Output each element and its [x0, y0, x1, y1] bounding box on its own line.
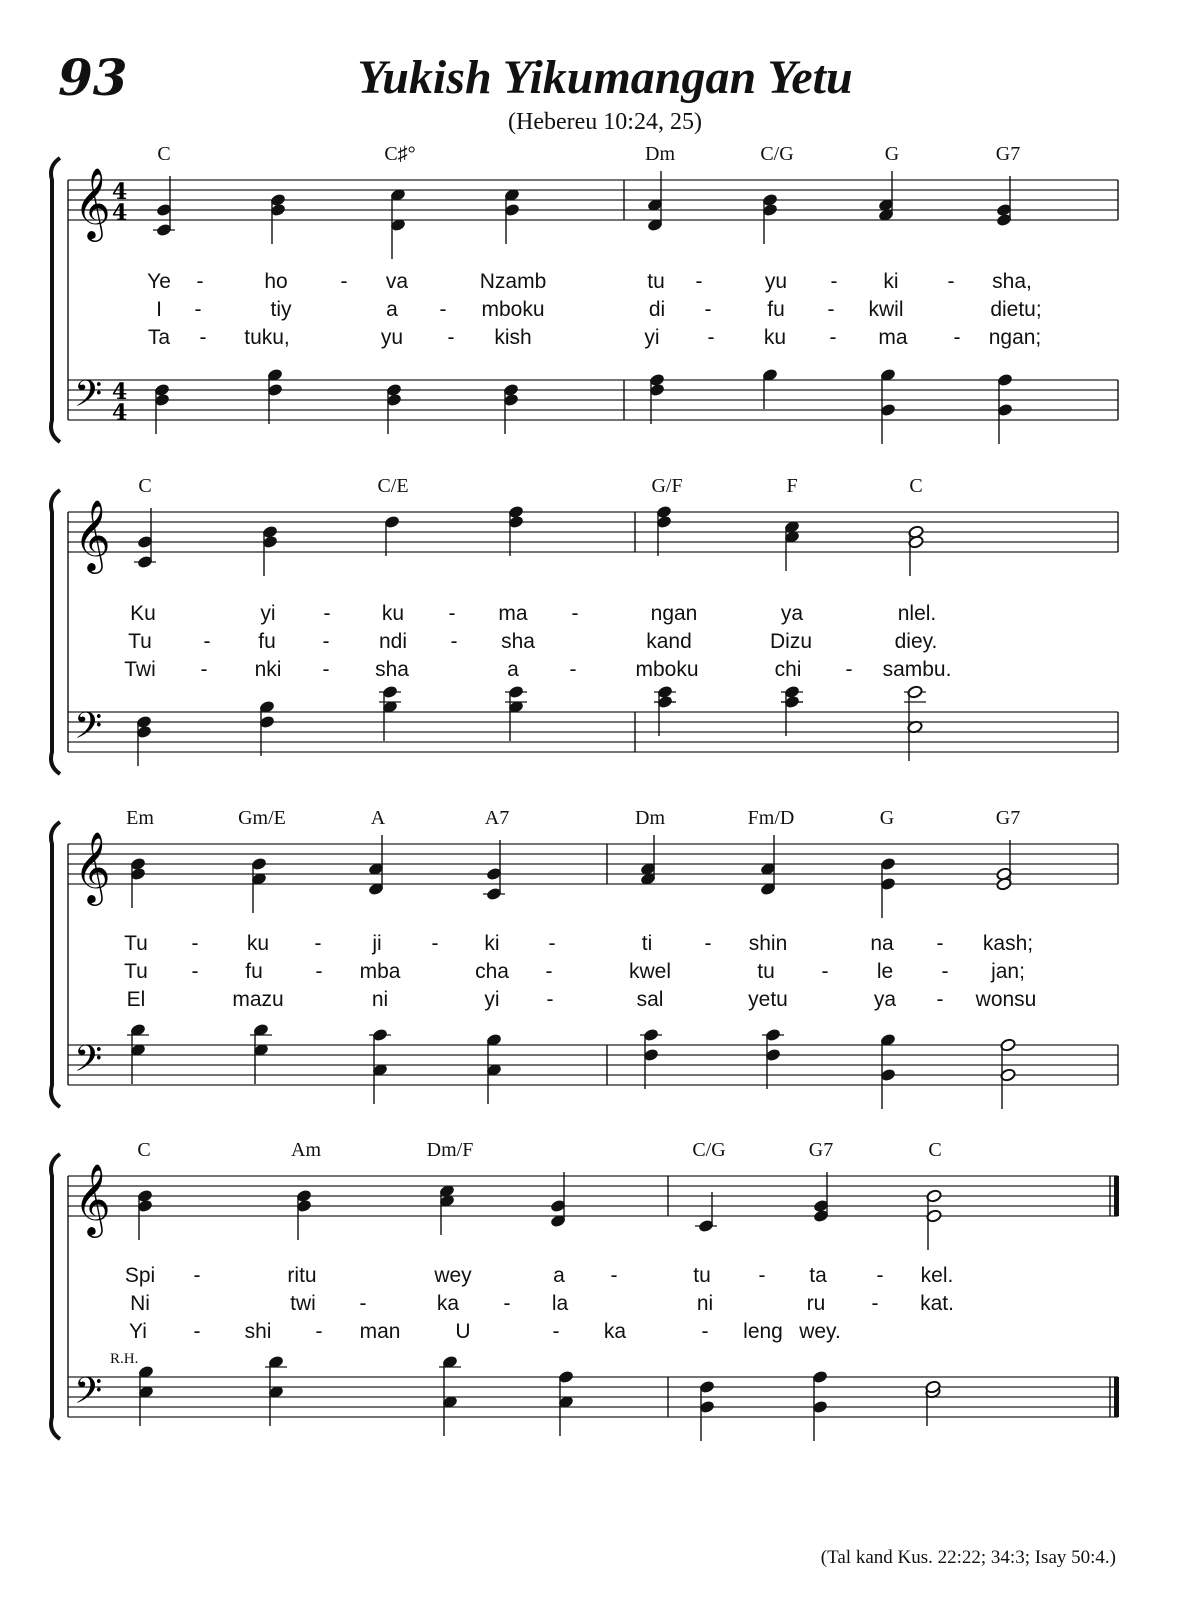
- lyric-syllable: fu: [245, 960, 263, 983]
- treble-staff: [68, 844, 1118, 884]
- footer-reference: (Tal kand Kus. 22:22; 34:3; Isay 50:4.): [820, 1547, 1116, 1568]
- lyric-syllable: sha: [501, 630, 535, 653]
- lyric-hyphen: -: [448, 602, 456, 625]
- lyric-hyphen: -: [323, 602, 331, 625]
- treble-staff: [68, 512, 1118, 552]
- bass-clef-icon: 𝄢: [74, 1038, 103, 1089]
- lyric-syllable: ku: [381, 602, 405, 625]
- chord-symbol: C: [137, 1139, 151, 1161]
- lyric-syllable: ji: [372, 932, 382, 955]
- lyric-syllable: wey: [434, 1264, 472, 1287]
- treble-time-signature-top: 4: [112, 179, 128, 205]
- chord-symbol: F: [786, 475, 798, 497]
- chord-symbol: C/G: [692, 1139, 726, 1161]
- lyric-hyphen: -: [315, 1320, 323, 1343]
- chord-symbol: A: [370, 807, 386, 829]
- treble-clef-icon: 𝄞: [74, 830, 111, 903]
- lyric-syllable: kat.: [920, 1292, 954, 1315]
- hymn-number: 93: [58, 48, 128, 107]
- lyric-hyphen: -: [947, 270, 955, 293]
- lyric-hyphen: -: [829, 326, 837, 349]
- lyric-syllable: ma: [878, 326, 908, 349]
- lyric-hyphen: -: [610, 1264, 618, 1287]
- lyric-syllable: chi: [774, 658, 802, 681]
- lyric-syllable: a: [386, 298, 398, 321]
- lyric-hyphen: -: [871, 1292, 879, 1315]
- lyric-hyphen: -: [199, 326, 207, 349]
- chord-symbol: C: [138, 475, 152, 497]
- lyric-hyphen: -: [503, 1292, 511, 1315]
- lyric-syllable: ki: [484, 932, 500, 955]
- treble-notes: [137, 1172, 942, 1250]
- chord-symbol: A7: [484, 807, 510, 829]
- lyric-syllable: kish: [494, 326, 532, 349]
- system-4: [51, 1154, 1119, 1441]
- lyric-syllable: Spi: [124, 1264, 156, 1287]
- lyric-syllable: mboku: [635, 658, 699, 681]
- lyric-syllable: Ku: [130, 602, 156, 625]
- lyric-syllable: tu: [693, 1264, 711, 1287]
- chord-symbol: Fm/D: [747, 807, 795, 829]
- treble-clef-icon: 𝄞: [74, 1162, 111, 1235]
- lyric-syllable: ni: [371, 988, 389, 1011]
- lyric-syllable: ki: [883, 270, 899, 293]
- lyric-hyphen: -: [545, 960, 553, 983]
- bass-time-signature-top: 4: [112, 379, 128, 405]
- lyric-syllable: kwil: [868, 298, 904, 321]
- lyric-syllable: le: [876, 960, 894, 983]
- lyric-syllable: Ni: [130, 1292, 150, 1315]
- lyric-syllable: ru: [806, 1292, 826, 1315]
- treble-notes: [130, 835, 1012, 918]
- lyric-syllable: sal: [636, 988, 664, 1011]
- lyric-hyphen: -: [827, 298, 835, 321]
- lyric-syllable: Twi: [124, 658, 156, 681]
- chord-symbol: Am: [291, 1139, 321, 1161]
- lyric-hyphen: -: [340, 270, 348, 293]
- lyric-syllable: na: [870, 932, 894, 955]
- bass-staff: [68, 712, 1118, 752]
- scripture-reference: (Hebereu 10:24, 25): [508, 109, 702, 135]
- lyric-syllable: ya: [780, 602, 804, 625]
- lyric-syllable: Tu: [124, 932, 148, 955]
- lyric-syllable: va: [385, 270, 409, 293]
- lyric-hyphen: -: [704, 298, 712, 321]
- chord-symbol: Dm: [635, 807, 665, 829]
- lyric-syllable: yetu: [748, 988, 788, 1011]
- lyric-syllable: fu: [258, 630, 276, 653]
- system-2: [51, 490, 1118, 774]
- chord-symbol: C: [928, 1139, 942, 1161]
- lyric-hyphen: -: [322, 658, 330, 681]
- lyric-syllable: sambu.: [882, 658, 952, 681]
- lyric-hyphen: -: [830, 270, 838, 293]
- lyric-syllable: Tu: [124, 960, 148, 983]
- lyric-hyphen: -: [569, 658, 577, 681]
- lyric-syllable: Yi: [129, 1320, 147, 1343]
- lyric-syllable: ritu: [287, 1264, 317, 1287]
- lyric-syllable: Ta: [147, 326, 171, 349]
- lyric-syllable: tiy: [270, 298, 292, 321]
- lyric-syllable: cha: [475, 960, 509, 983]
- lyric-hyphen: -: [194, 298, 202, 321]
- lyric-hyphen: -: [936, 988, 944, 1011]
- lyric-syllable: la: [551, 1292, 569, 1315]
- bass-clef-icon: 𝄢: [74, 705, 103, 756]
- lyric-hyphen: -: [758, 1264, 766, 1287]
- chord-symbol: C: [909, 475, 923, 497]
- lyric-hyphen: -: [941, 960, 949, 983]
- lyric-syllable: kel.: [920, 1264, 954, 1287]
- lyric-syllable: yi: [260, 602, 276, 625]
- lyric-syllable: leng: [743, 1320, 783, 1343]
- lyric-syllable: nlel.: [897, 602, 937, 625]
- hymn-title: Yukish Yikumangan Yetu: [357, 51, 853, 104]
- bass-staff: [68, 1377, 1118, 1417]
- lyric-syllable: sha: [375, 658, 409, 681]
- lyric-syllable: yi: [484, 988, 500, 1011]
- lyric-syllable: ni: [696, 1292, 714, 1315]
- lyric-syllable: ku: [763, 326, 787, 349]
- lyric-syllable: dietu;: [990, 298, 1042, 321]
- bass-staff: [68, 1045, 1118, 1085]
- lyric-syllable: kash;: [982, 932, 1034, 955]
- lyric-hyphen: -: [447, 326, 455, 349]
- bass-time-signature-bottom: 4: [112, 400, 128, 426]
- lyric-syllable: wey.: [799, 1320, 841, 1343]
- lyric-hyphen: -: [845, 658, 853, 681]
- lyric-hyphen: -: [704, 932, 712, 955]
- treble-staff: [68, 180, 1118, 220]
- lyric-hyphen: -: [203, 630, 211, 653]
- lyric-hyphen: -: [953, 326, 961, 349]
- chord-symbol: Em: [126, 807, 154, 829]
- lyric-hyphen: -: [359, 1292, 367, 1315]
- chord-symbol: C: [157, 143, 171, 165]
- chord-symbol: C/G: [760, 143, 794, 165]
- lyric-hyphen: -: [701, 1320, 709, 1343]
- system-bracket: [51, 822, 60, 1107]
- treble-staff: [68, 1176, 1118, 1216]
- lyric-syllable: sha,: [992, 270, 1032, 293]
- lyric-syllable: Nzamb: [479, 270, 547, 293]
- lyric-syllable: mazu: [232, 988, 284, 1011]
- chord-symbol: Dm/F: [426, 1139, 474, 1161]
- lyric-syllable: tu: [647, 270, 665, 293]
- lyric-syllable: ma: [498, 602, 528, 625]
- lyric-hyphen: -: [200, 658, 208, 681]
- lyric-hyphen: -: [315, 960, 323, 983]
- treble-notes: [134, 505, 924, 576]
- lyric-hyphen: -: [322, 630, 330, 653]
- lyric-hyphen: -: [439, 298, 447, 321]
- bass-staff: [68, 380, 1118, 420]
- lyric-syllable: a: [553, 1264, 565, 1287]
- lyric-syllable: man: [359, 1320, 401, 1343]
- bass-notes: [136, 685, 926, 766]
- chord-symbol: G: [879, 807, 895, 829]
- lyric-syllable: yi: [644, 326, 660, 349]
- lyric-syllable: kwel: [628, 960, 672, 983]
- lyric-hyphen: -: [936, 932, 944, 955]
- treble-clef-icon: 𝄞: [74, 166, 111, 239]
- lyric-hyphen: -: [191, 960, 199, 983]
- lyric-hyphen: -: [191, 932, 199, 955]
- lyric-syllable: Tu: [128, 630, 152, 653]
- lyric-hyphen: -: [196, 270, 204, 293]
- lyric-hyphen: -: [548, 932, 556, 955]
- lyric-syllable: di: [648, 298, 666, 321]
- lyric-syllable: ku: [246, 932, 270, 955]
- lyric-syllable: Ye: [147, 270, 171, 293]
- chord-symbol: C/E: [377, 475, 409, 497]
- system-bracket: [51, 1154, 60, 1439]
- chord-symbol: G/F: [651, 475, 683, 497]
- lyric-syllable: wonsu: [975, 988, 1037, 1011]
- lyric-syllable: ngan: [650, 602, 698, 625]
- lyric-syllable: ho: [264, 270, 288, 293]
- lyric-syllable: ndi: [378, 630, 408, 653]
- lyric-syllable: Dizu: [769, 630, 813, 653]
- lyric-hyphen: -: [431, 932, 439, 955]
- lyric-syllable: yu: [380, 326, 404, 349]
- lyric-hyphen: -: [552, 1320, 560, 1343]
- lyric-hyphen: -: [193, 1320, 201, 1343]
- lyric-syllable: I: [156, 298, 162, 321]
- lyric-syllable: ngan;: [988, 326, 1042, 349]
- lyric-syllable: ka: [436, 1292, 460, 1315]
- system-bracket: [51, 490, 60, 774]
- lyric-syllable: mboku: [481, 298, 545, 321]
- lyric-syllable: a: [507, 658, 519, 681]
- lyric-syllable: yu: [764, 270, 788, 293]
- treble-time-signature-bottom: 4: [112, 200, 128, 226]
- lyric-syllable: tuku,: [244, 326, 290, 349]
- lyric-syllable: shin: [748, 932, 788, 955]
- bass-clef-icon: 𝄢: [74, 373, 103, 424]
- lyric-syllable: ya: [873, 988, 897, 1011]
- lyric-syllable: El: [126, 988, 146, 1011]
- chord-symbol: G: [884, 143, 900, 165]
- lyric-hyphen: -: [876, 1264, 884, 1287]
- chord-symbol: G7: [995, 807, 1021, 829]
- lyric-hyphen: -: [450, 630, 458, 653]
- chord-symbol: C♯°: [384, 143, 416, 165]
- lyric-hyphen: -: [571, 602, 579, 625]
- lyric-syllable: twi: [290, 1292, 316, 1315]
- bass-notes: [138, 1355, 941, 1441]
- lyric-syllable: ta: [809, 1264, 827, 1287]
- lyric-syllable: U: [455, 1320, 471, 1343]
- lyric-hyphen: -: [821, 960, 829, 983]
- system-3: [51, 822, 1118, 1109]
- lyric-syllable: nki: [254, 658, 282, 681]
- lyric-hyphen: -: [707, 326, 715, 349]
- lyric-syllable: jan;: [991, 960, 1025, 983]
- lyric-syllable: diey.: [894, 630, 938, 653]
- treble-notes: [153, 171, 1012, 259]
- chord-symbol: G7: [995, 143, 1021, 165]
- lyric-hyphen: -: [546, 988, 554, 1011]
- final-barline-thick: [1114, 1377, 1119, 1417]
- bass-clef-icon: 𝄢: [74, 1370, 103, 1421]
- system-bracket: [51, 158, 60, 442]
- treble-clef-icon: 𝄞: [74, 498, 111, 571]
- lyric-syllable: mba: [359, 960, 401, 983]
- chord-symbol: Gm/E: [238, 807, 286, 829]
- lyric-syllable: ka: [603, 1320, 627, 1343]
- chord-symbol: Dm: [645, 143, 675, 165]
- system-1: [51, 158, 1118, 444]
- lyric-syllable: ti: [641, 932, 653, 955]
- lyric-syllable: shi: [244, 1320, 272, 1343]
- bass-notes: [127, 1023, 1016, 1109]
- lyric-hyphen: -: [314, 932, 322, 955]
- lyric-hyphen: -: [695, 270, 703, 293]
- lyric-syllable: fu: [767, 298, 785, 321]
- lyric-syllable: kand: [646, 630, 692, 653]
- final-barline-thick: [1114, 1176, 1119, 1216]
- lyric-hyphen: -: [193, 1264, 201, 1287]
- lyric-syllable: tu: [757, 960, 775, 983]
- rh-marking: R.H.: [110, 1351, 139, 1367]
- chord-symbol: G7: [808, 1139, 834, 1161]
